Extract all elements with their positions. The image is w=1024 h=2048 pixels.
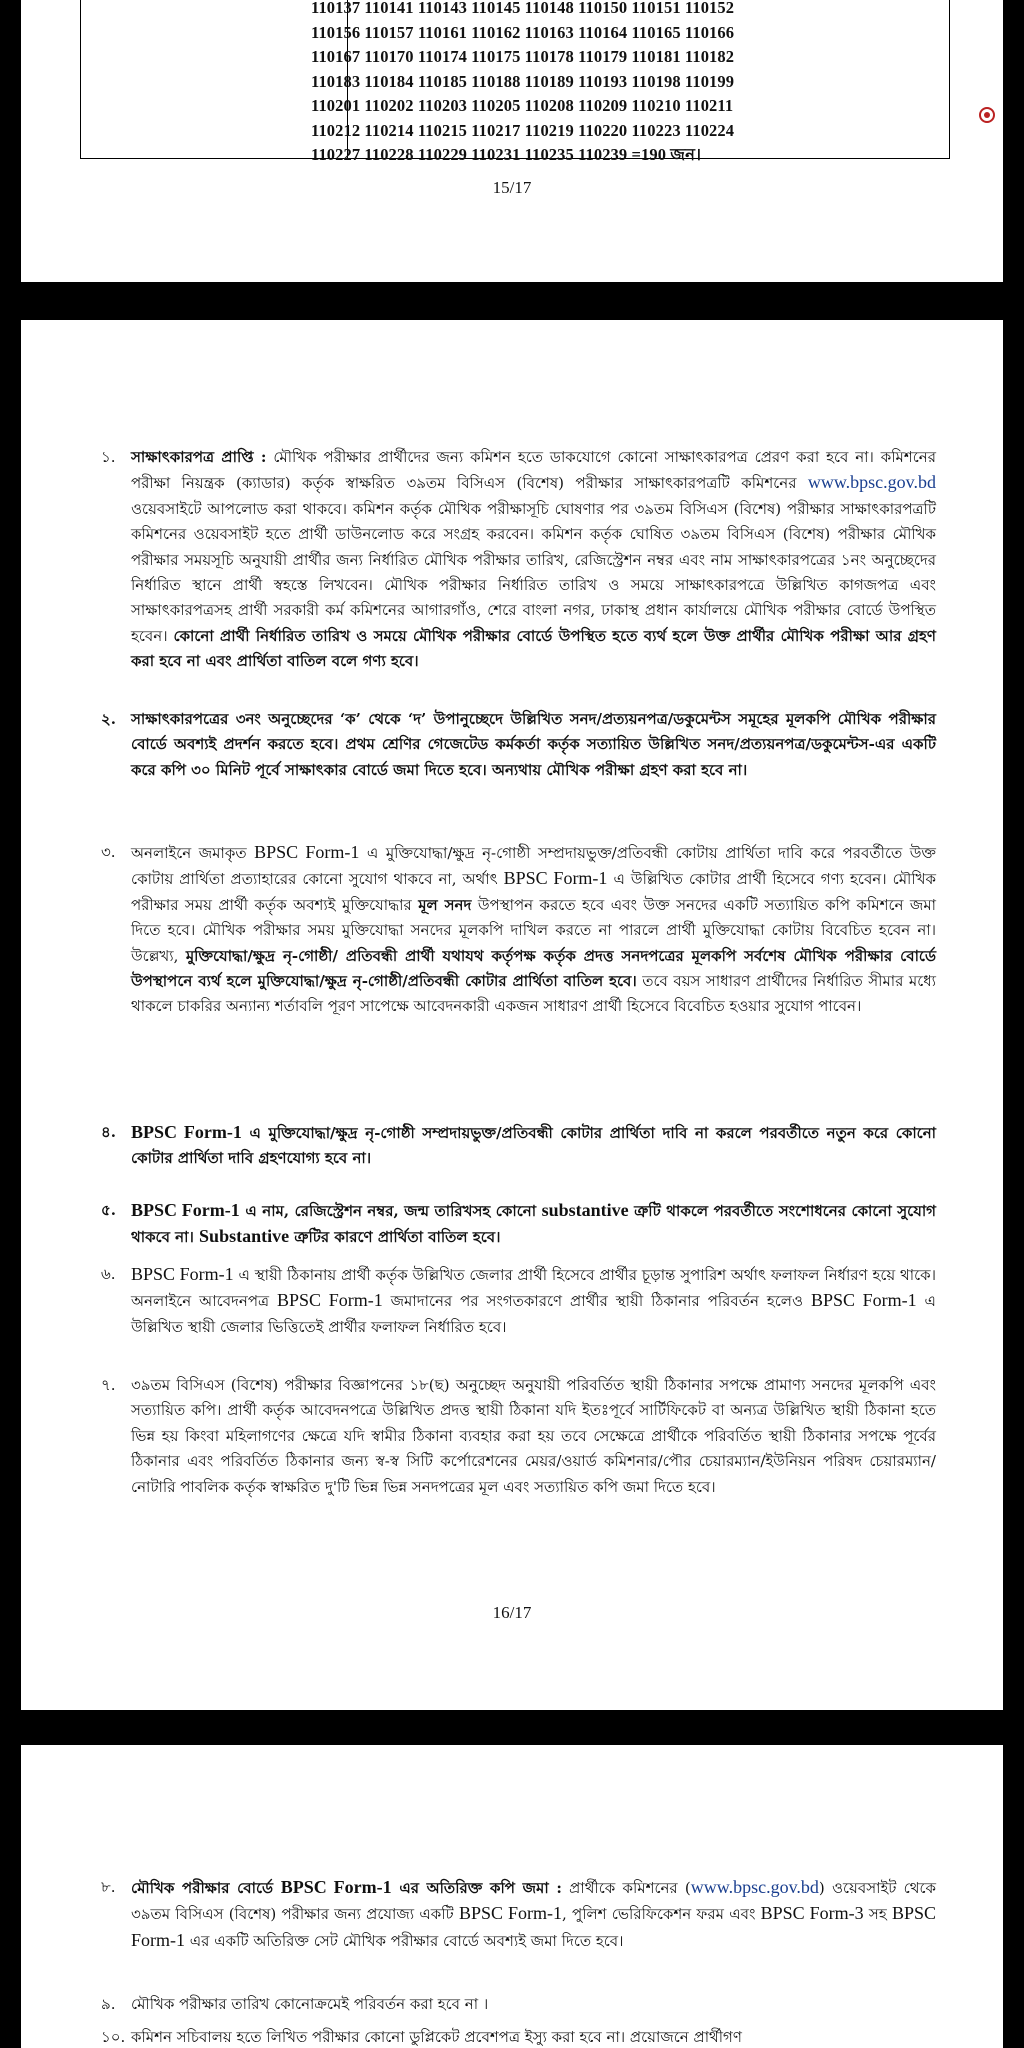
item-number: ২. (101, 710, 116, 728)
instruction-item-6 (101, 1262, 936, 1340)
item-text: এ মুক্তিযোদ্ধা/ক্ষুদ্র নৃ-গোষ্ঠী সম্প্রদায়ভুক্ত/প্রতিবন্ধী কোটায় প্রার্থিতা দাবি করে পরবর্তীতে উক্ত কোটায় প্রার্থিতা প্রত্যাহারের কোনো সুযোগ থাকবে না, অর্থাৎ (131, 844, 936, 889)
item-number: ৫. (101, 1201, 116, 1219)
roll-row: 110201 110202 110203 110205 110208 110209 110210 110211 (311, 96, 734, 115)
item-number: ৮. (101, 1878, 116, 1896)
instruction-item-9 (101, 1992, 936, 2017)
item-text: এ উল্লিখিত স্থায়ী জেলার ভিত্তিতেই প্রার্থীর ফলাফল নির্ধারিত হবে। (131, 1292, 936, 1336)
term-substantive: substantive (541, 1200, 629, 1220)
item-text: এ মুক্তিযোদ্ধা/ক্ষুদ্র নৃ-গোষ্ঠী সম্প্রদায়ভুক্ত/প্রতিবন্ধী কোটার প্রার্থিতা দাবি না করলে পরবর্তীতে নতুন করে কোনো কোটার প্রার্থিতা দাবি গ্রহণযোগ্য হবে না। (131, 1124, 937, 1168)
item-text: ) ওয়েবসাইট থেকে ৩৯তম বিসিএস (বিশেষ) পরীক্ষার জন্য প্রযোজ্য একটি (131, 1879, 937, 1924)
item-text: এর একটি অতিরিক্ত সেট মৌখিক পরীক্ষার বোর্ডে অবশ্যই জমা দিতে হবে। (185, 1931, 624, 1950)
item-text: তবে বয়স সাধারণ প্রার্থীদের নির্ধারিত সীমার মধ্যে থাকলে চাকরির অন্যান্য শর্তাবলি পূরণ সাপেক্ষে আবেদনকারী একজন সাধারণ প্রার্থী হিসেবে বিবেচিত হওয়ার সুযোগ পাবেন। (131, 972, 936, 1016)
page-number: 15/17 (492, 178, 532, 197)
roll-row: 110183 110184 110185 110188 110189 110193 110198 110199 (311, 71, 735, 91)
form-name: BPSC Form-1 (131, 1903, 936, 1950)
item-text: ৩৯তম বিসিএস (বিশেষ) পরীক্ষার বিজ্ঞাপনের ১৮(ছ) অনুচ্ছেদ অনুযায়ী পরিবর্তিত স্থায়ী ঠিকানার সপক্ষে প্রামাণ্য সনদের মূলকপি এবং সত্যায়িত কপি। প্রার্থী কর্তৃক আবেদনপত্রে উল্লিখিত প্রদত্ত স্থায়ী ঠিকানা যদি ইতঃপূর্বে সার্টিফিকেট বা অন্যত্র উল্লিখিত স্থায়ী ঠিকানা হতে ভিন্ন হয় কিংবা মহিলাগণের ক্ষেত্রে যদি স্বামীর ঠিকানা ব্যবহার করা হয় তবে সেক্ষেত্রে প্রার্থীকে পরিবর্তিত স্থায়ী ঠিকানার সপক্ষে পূর্বের ঠিকানার এবং পরিবর্তিত ঠিকানার জন্য স্ব-স্ব সিটি কর্পোরেশনের মেয়র/ওয়ার্ড কমিশনার/পৌর চেয়ারম্যান/ইউনিয়ন পরিষদ চেয়ারম্যান/ নোটারি পাবলিক কর্তৃক স্বাক্ষরিত দু'টি ভিন্ন ভিন্ন সনদপত্রের মূল এবং সত্যায়িত কপি জমা দিতে হবে। (131, 1376, 936, 1496)
form-name: BPSC Form-1 (277, 1290, 383, 1311)
form-name: BPSC Form-3 (760, 1903, 864, 1924)
roll-number-list (311, 0, 734, 168)
bpsc-website-link[interactable]: www.bpsc.gov.bd (690, 1877, 819, 1897)
instruction-item-5 (101, 1198, 937, 1251)
item-text: উপস্থাপন করতে হবে এবং উক্ত সনদের একটি সত্যায়িত কপি কমিশনে জমা দিতে হবে। মৌখিক পরীক্ষার সময় মুক্তিযোদ্ধা সনদের মূলকপি দাখিল করতে না পারলে প্রার্থী মুক্তিযোদ্ধা কোটায় বিবেচিত হবেন না। উল্লেখ্য, (131, 895, 937, 965)
item-text: মৌখিক পরীক্ষার তারিখ কোনোক্রমেই পরিবর্তন করা হবে না । (131, 1995, 489, 2013)
instruction-item-10 (101, 2025, 936, 2048)
instruction-item-1 (101, 445, 936, 675)
bpsc-website-link[interactable]: www.bpsc.gov.bd (807, 472, 936, 493)
form-name: BPSC Form-1 (131, 1200, 240, 1220)
item-text: কমিশন সচিবালয় হতে লিখিত পরীক্ষার কোনো ডুপ্লিকেট প্রবেশপত্র ইস্যু করা হবে না। প্রয়োজনে প্রার্থীগণ (131, 2028, 742, 2046)
form-name: BPSC Form-1 (810, 1290, 917, 1311)
form-name: BPSC Form-1 (503, 868, 608, 889)
item-text: মৌখিক পরীক্ষার প্রার্থীদের জন্য কমিশন হতে ডাকযোগে কোনো সাক্ষাৎকারপত্র প্রেরণ করা হবে না। কমিশনের পরীক্ষা নিয়ন্ত্রক (ক্যাডার) কর্তৃক স্বাক্ষরিত ৩৯তম বিসিএস (বিশেষ) পরীক্ষার সাক্ষাৎকারপত্রটি কমিশনের (131, 448, 936, 493)
item-heading: সাক্ষাৎকারপত্র প্রাপ্তি : (131, 448, 267, 466)
document-page-16 (21, 320, 1003, 1710)
item-number: ৩. (101, 843, 116, 861)
item-text: প্রার্থীকে কমিশনের ( (561, 1879, 691, 1897)
page-number: 16/17 (492, 1603, 532, 1622)
term-substantive: Substantive (199, 1226, 290, 1247)
instruction-item-2 (101, 707, 936, 783)
item-number: ৯. (101, 1995, 116, 2013)
roll-row: 110227 110228 110229 110231 110235 110239 =190 জন। (311, 145, 702, 164)
item-text: সাক্ষাৎকারপত্রের ৩নং অনুচ্ছেদের ‘ক’ থেকে ‘দ’ উপানুচ্ছেদে উল্লিখিত সনদ/প্রত্যয়নপত্র/ডকুমেন্টস সমূহের মূলকপি মৌখিক পরীক্ষার বোর্ডে অবশ্যই প্রদর্শন করতে হবে। প্রথম শ্রেণির গেজেটেড কর্মকর্তা কর্তৃক সত্যায়িত উল্লিখিত সনদ/প্রত্যয়নপত্র/ডকুমেন্টস-এর একটি করে কপি ৩০ মিনিট পূর্বে সাক্ষাৎকার বোর্ডে জমা দিতে হবে। অন্যথায় মৌখিক পরীক্ষা গ্রহণ করা হবে না। (131, 710, 936, 779)
item-number: ১. (101, 448, 116, 466)
form-name: BPSC Form-1 (280, 1877, 392, 1897)
roll-row: 110137 110141 110143 110145 110148 110150 110151 110152 (311, 0, 735, 17)
item-text: এ উল্লিখিত কোটার প্রার্থী হিসেবে গণ্য হবেন। মৌখিক পরীক্ষার সময় প্রার্থী কর্তৃক অবশ্যই মুক্তিযোদ্ধার (131, 870, 936, 914)
item-text: এ নাম, রেজিস্ট্রেশন নম্বর, জন্ম তারিখসহ কোনো (239, 1202, 542, 1220)
instruction-item-8 (101, 1875, 937, 1954)
item-text: জমাদানের পর সংগতকারণে প্রার্থীর স্থায়ী ঠিকানার পরিবর্তন হলেও (382, 1292, 811, 1311)
item-number: ১০. (101, 2028, 126, 2046)
item-bold-text: কোনো প্রার্থী নির্ধারিত তারিখ ও সময়ে মৌখিক পরীক্ষার বোর্ডে উপস্থিত হতে ব্যর্থ হলে উক্ত প্রার্থীর মৌখিক পরীক্ষা আর গ্রহণ করা হবে না এবং প্রার্থিতা বাতিল বলে গণ্য হবে। (131, 626, 936, 671)
item-number: ৬. (101, 1265, 116, 1283)
item-text: ত্রুটি থাকলে পরবর্তীতে সংশোধনের কোনো সুযোগ থাকবে না। (131, 1202, 937, 1247)
instruction-item-7 (101, 1373, 936, 1500)
item-heading: মৌখিক পরীক্ষার বোর্ডে (131, 1879, 281, 1897)
document-page-17 (21, 1745, 1003, 2048)
item-number: ৭. (101, 1376, 116, 1394)
form-name: BPSC Form-1 (131, 1122, 242, 1142)
item-text: ওয়েবসাইটে আপলোড করা থাকবে। কমিশন কর্তৃক মৌখিক পরীক্ষাসূচি ঘোষণার পর ৩৯তম বিসিএস (বিশেষ) পরীক্ষার সাক্ষাৎকারপত্রটি কমিশনের ওয়েবসাইট হতে প্রার্থী ডাউনলোড করে সংগ্রহ করবেন। কমিশন কর্তৃক ঘোষিত ৩৯তম বিসিএস (বিশেষ) পরীক্ষার মৌখিক পরীক্ষার সময়সূচি অনুযায়ী প্রার্থীর জন্য নির্ধারিত মৌখিক পরীক্ষার তারিখ, রেজিস্ট্রেশন নম্বর এবং নাম সাক্ষাৎকারপত্রের ১নং অনুচ্ছেদের নির্ধারিত স্থানে প্রার্থী স্বহস্তে লিখবেন। মৌখিক পরীক্ষার নির্ধারিত তারিখ ও সময়ে সাক্ষাৎকারপত্রে উল্লিখিত কাগজপত্র এবং সাক্ষাৎকারপত্রসহ প্রার্থী সরকারী কর্ম কমিশনের আগারগাঁও, শেরে বাংলা নগর, ঢাকাস্থ প্রধান কার্যালয়ে মৌখিক পরীক্ষার বোর্ডে উপস্থিত হবেন। (131, 499, 936, 645)
item-text: সহ (863, 1905, 892, 1924)
roll-row: 110167 110170 110174 110175 110178 110179 110181 110182 (311, 47, 735, 66)
record-icon[interactable] (979, 107, 995, 123)
form-name: BPSC Form-1 (131, 1264, 234, 1284)
form-name: BPSC Form-1 (458, 1903, 562, 1924)
item-text: অনলাইনে জমাকৃত (131, 844, 255, 862)
instruction-item-3 (101, 840, 937, 1020)
document-page-15 (21, 0, 1003, 282)
item-bold-text: মূল সনদ (418, 895, 472, 914)
form-name: BPSC Form-1 (254, 842, 360, 862)
item-text: এ স্থায়ী ঠিকানায় প্রার্থী কর্তৃক উল্লিখিত জেলার প্রার্থী হিসেবে প্রার্থীর চূড়ান্ত সুপারিশ অর্থাৎ ফলাফল নির্ধারণ হয়ে থাকে। অনলাইনে আবেদনপত্র (131, 1266, 936, 1311)
item-text: ত্রুটির কারণে প্রার্থিতা বাতিল হবে। (289, 1228, 501, 1247)
item-bold-text: মুক্তিযোদ্ধা/ক্ষুদ্র নৃ-গোষ্ঠী/ প্রতিবন্ধী প্রার্থী যথাযথ কর্তৃপক্ষ কর্তৃক প্রদত্ত সনদপত্রের মূলকপি সর্বশেষ মৌখিক পরীক্ষার বোর্ডে উপস্থাপনে ব্যর্থ হলে মুক্তিযোদ্ধা/ক্ষুদ্র নৃ-গোষ্ঠী/প্রতিবন্ধী কোটার প্রার্থিতা বাতিল হবে। (131, 946, 936, 991)
instruction-item-4 (101, 1120, 937, 1172)
roll-row: 110156 110157 110161 110162 110163 110164 110165 110166 (311, 22, 735, 42)
roll-row: 110212 110214 110215 110217 110219 110220 110223 110224 (311, 120, 735, 140)
item-text: , পুলিশ ভেরিফিকেশন ফরম এবং (562, 1905, 761, 1924)
item-heading: এর অতিরিক্ত কপি জমা : (391, 1879, 562, 1897)
item-number: ৪. (101, 1123, 116, 1141)
